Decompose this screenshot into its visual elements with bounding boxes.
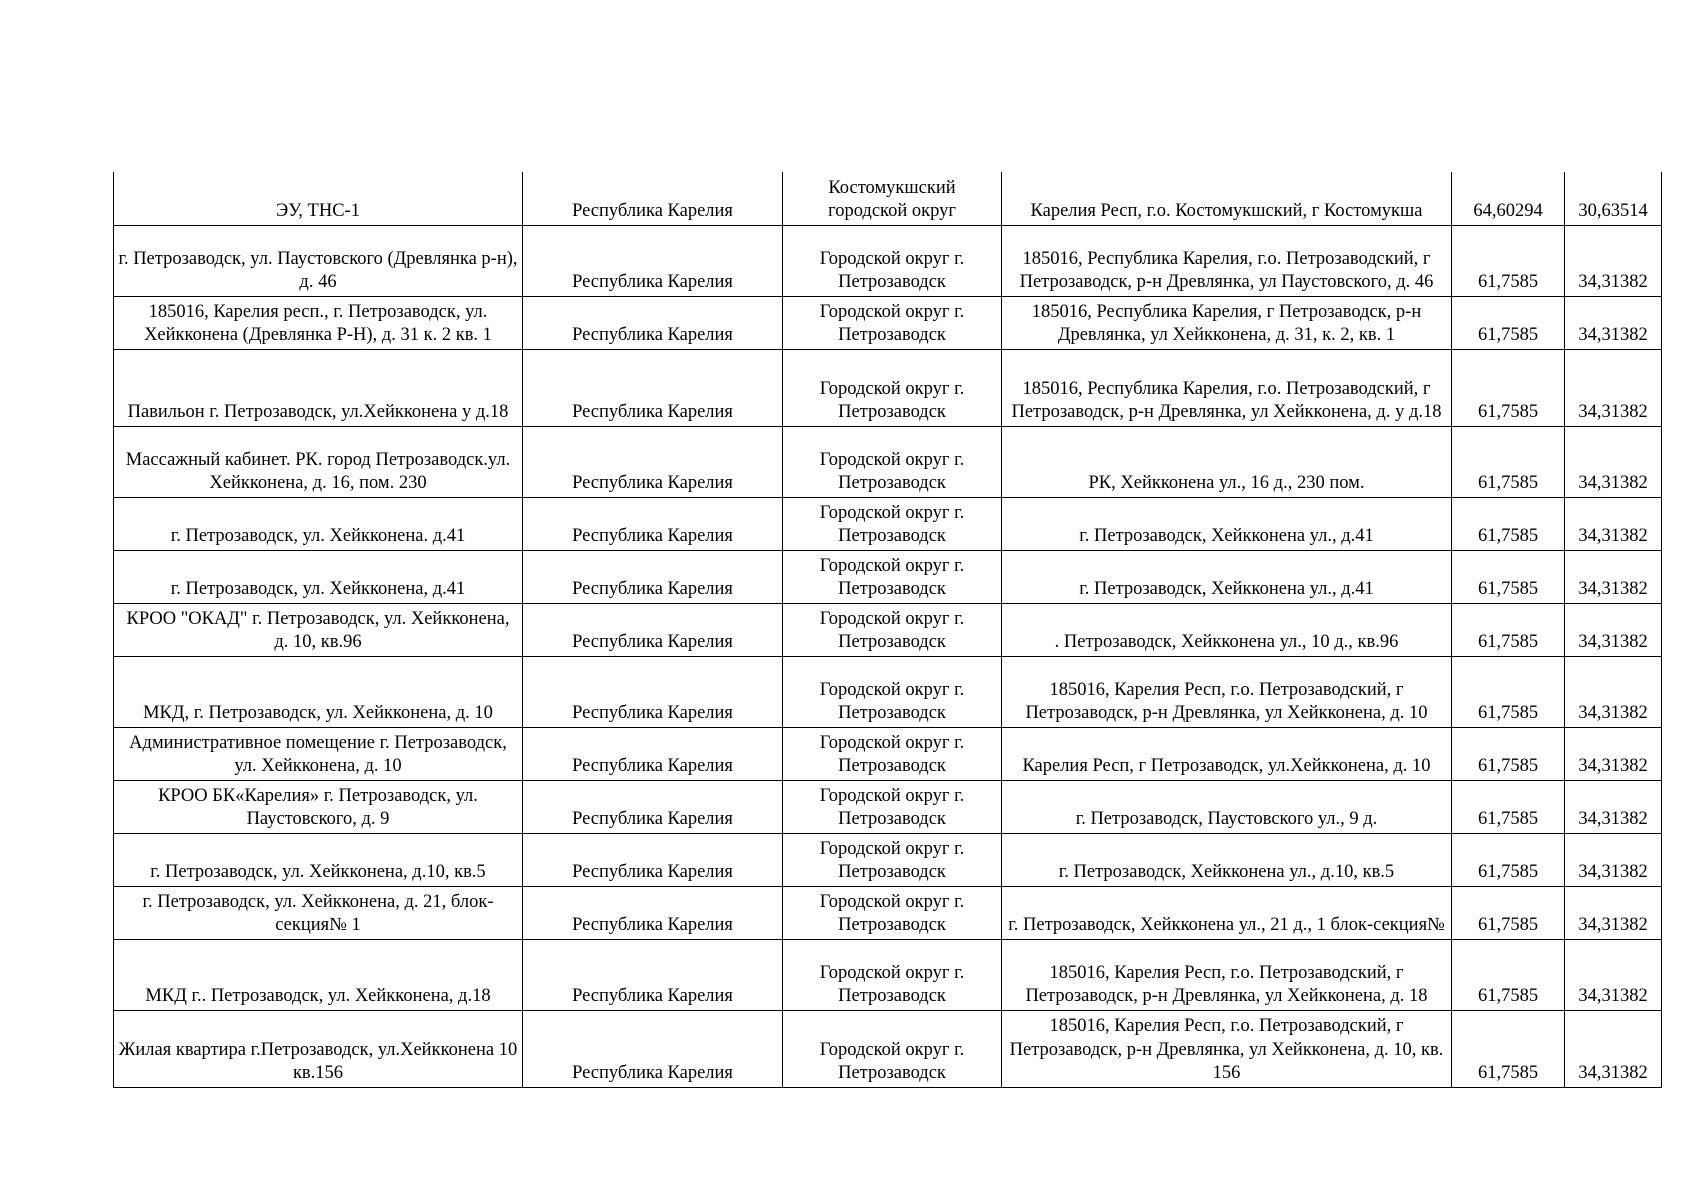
address-cell: г. Петрозаводск, Хейкконена ул., д.41 [1002, 497, 1452, 550]
region-cell: Республика Карелия [523, 833, 783, 886]
table-row [114, 1010, 1662, 1087]
object-name-cell: г. Петрозаводск, ул. Паустовского (Древлянка р-н), д. 46 [114, 225, 523, 296]
address-cell: 185016, Карелия Респ, г.о. Петрозаводский, г Петрозаводск, р-н Древлянка, ул Хейкконена, д. 10 [1002, 656, 1452, 727]
region-cell: Республика Карелия [523, 780, 783, 833]
municipality-cell: Городской округ г. Петрозаводск [783, 1010, 1002, 1087]
table-row [114, 497, 1662, 550]
object-name-cell: МКД, г. Петрозаводск, ул. Хейкконена, д. 10 [114, 656, 523, 727]
municipality-cell: Городской округ г. Петрозаводск [783, 426, 1002, 497]
object-name-cell: ЭУ, ТНС-1 [114, 172, 523, 225]
municipality-cell: Городской округ г. Петрозаводск [783, 349, 1002, 426]
municipality-cell: Городской округ г. Петрозаводск [783, 603, 1002, 656]
object-name-cell: г. Петрозаводск, ул. Хейкконена, д.10, кв.5 [114, 833, 523, 886]
latitude-cell: 61,7585 [1452, 780, 1565, 833]
object-name-cell: МКД г.. Петрозаводск, ул. Хейкконена, д.18 [114, 939, 523, 1010]
object-name-cell: Павильон г. Петрозаводск, ул.Хейкконена у д.18 [114, 349, 523, 426]
longitude-cell: 34,31382 [1565, 939, 1662, 1010]
object-name-cell: г. Петрозаводск, ул. Хейкконена, д.41 [114, 550, 523, 603]
address-cell: г. Петрозаводск, Хейкконена ул., д.41 [1002, 550, 1452, 603]
municipality-cell: Городской округ г. Петрозаводск [783, 550, 1002, 603]
region-cell: Республика Карелия [523, 225, 783, 296]
address-cell: . Петрозаводск, Хейкконена ул., 10 д., кв.96 [1002, 603, 1452, 656]
table-row [114, 939, 1662, 1010]
object-name-cell: г. Петрозаводск, ул. Хейкконена, д. 21, блок-секция№ 1 [114, 886, 523, 939]
address-cell: 185016, Республика Карелия, г Петрозаводск, р-н Древлянка, ул Хейкконена, д. 31, к. 2, кв. 1 [1002, 296, 1452, 349]
region-cell: Республика Карелия [523, 426, 783, 497]
longitude-cell: 34,31382 [1565, 550, 1662, 603]
municipality-cell: Городской округ г. Петрозаводск [783, 939, 1002, 1010]
object-name-cell: 185016, Карелия респ., г. Петрозаводск, ул. Хейкконена (Древлянка Р-Н), д. 31 к. 2 кв. 1 [114, 296, 523, 349]
address-cell: Карелия Респ, г Петрозаводск, ул.Хейкконена, д. 10 [1002, 727, 1452, 780]
region-cell: Республика Карелия [523, 656, 783, 727]
region-cell: Республика Карелия [523, 349, 783, 426]
address-cell: г. Петрозаводск, Хейкконена ул., 21 д., 1 блок-секция№ [1002, 886, 1452, 939]
region-cell: Республика Карелия [523, 939, 783, 1010]
municipality-cell: Костомукшский городской округ [783, 172, 1002, 225]
longitude-cell: 34,31382 [1565, 497, 1662, 550]
latitude-cell: 61,7585 [1452, 426, 1565, 497]
address-cell: РК, Хейкконена ул., 16 д., 230 пом. [1002, 426, 1452, 497]
table-row [114, 349, 1662, 426]
municipality-cell: Городской округ г. Петрозаводск [783, 296, 1002, 349]
longitude-cell: 34,31382 [1565, 727, 1662, 780]
longitude-cell: 34,31382 [1565, 780, 1662, 833]
table-row [114, 603, 1662, 656]
address-cell: г. Петрозаводск, Хейкконена ул., д.10, кв.5 [1002, 833, 1452, 886]
municipality-cell: Городской округ г. Петрозаводск [783, 225, 1002, 296]
table-row [114, 426, 1662, 497]
municipality-cell: Городской округ г. Петрозаводск [783, 780, 1002, 833]
latitude-cell: 61,7585 [1452, 656, 1565, 727]
longitude-cell: 34,31382 [1565, 833, 1662, 886]
object-name-cell: Административное помещение г. Петрозаводск, ул. Хейкконена, д. 10 [114, 727, 523, 780]
latitude-cell: 61,7585 [1452, 296, 1565, 349]
region-cell: Республика Карелия [523, 172, 783, 225]
municipality-cell: Городской округ г. Петрозаводск [783, 886, 1002, 939]
longitude-cell: 34,31382 [1565, 656, 1662, 727]
longitude-cell: 30,63514 [1565, 172, 1662, 225]
region-cell: Республика Карелия [523, 296, 783, 349]
region-cell: Республика Карелия [523, 1010, 783, 1087]
longitude-cell: 34,31382 [1565, 603, 1662, 656]
municipality-cell: Городской округ г. Петрозаводск [783, 727, 1002, 780]
latitude-cell: 64,60294 [1452, 172, 1565, 225]
object-name-cell: г. Петрозаводск, ул. Хейкконена. д.41 [114, 497, 523, 550]
object-name-cell: Массажный кабинет. РК. город Петрозаводск.ул. Хейкконена, д. 16, пом. 230 [114, 426, 523, 497]
region-cell: Республика Карелия [523, 603, 783, 656]
table-row [114, 780, 1662, 833]
longitude-cell: 34,31382 [1565, 426, 1662, 497]
address-cell: г. Петрозаводск, Паустовского ул., 9 д. [1002, 780, 1452, 833]
table-row [114, 656, 1662, 727]
longitude-cell: 34,31382 [1565, 296, 1662, 349]
latitude-cell: 61,7585 [1452, 225, 1565, 296]
longitude-cell: 34,31382 [1565, 225, 1662, 296]
address-registry-table [113, 172, 1662, 1088]
table-row [114, 172, 1662, 225]
region-cell: Республика Карелия [523, 727, 783, 780]
region-cell: Республика Карелия [523, 886, 783, 939]
longitude-cell: 34,31382 [1565, 349, 1662, 426]
latitude-cell: 61,7585 [1452, 550, 1565, 603]
address-cell: 185016, Республика Карелия, г.о. Петрозаводский, г Петрозаводск, р-н Древлянка, ул Паустовского, д. 46 [1002, 225, 1452, 296]
address-cell: 185016, Карелия Респ, г.о. Петрозаводский, г Петрозаводск, р-н Древлянка, ул Хейкконена, д. 18 [1002, 939, 1452, 1010]
latitude-cell: 61,7585 [1452, 349, 1565, 426]
municipality-cell: Городской округ г. Петрозаводск [783, 497, 1002, 550]
municipality-cell: Городской округ г. Петрозаводск [783, 833, 1002, 886]
object-name-cell: КРОО БК«Карелия» г. Петрозаводск, ул. Паустовского, д. 9 [114, 780, 523, 833]
region-cell: Республика Карелия [523, 497, 783, 550]
table-row [114, 296, 1662, 349]
latitude-cell: 61,7585 [1452, 833, 1565, 886]
region-cell: Республика Карелия [523, 550, 783, 603]
address-cell: 185016, Карелия Респ, г.о. Петрозаводский, г Петрозаводск, р-н Древлянка, ул Хейкконена, д. 10, кв. 156 [1002, 1010, 1452, 1087]
table-row [114, 550, 1662, 603]
table-row [114, 225, 1662, 296]
municipality-cell: Городской округ г. Петрозаводск [783, 656, 1002, 727]
registry-table-body [114, 172, 1662, 1087]
object-name-cell: Жилая квартира г.Петрозаводск, ул.Хейкконена 10 кв.156 [114, 1010, 523, 1087]
address-cell: 185016, Республика Карелия, г.о. Петрозаводский, г Петрозаводск, р-н Древлянка, ул Хейкконена, д. у д.18 [1002, 349, 1452, 426]
object-name-cell: КРОО "ОКАД" г. Петрозаводск, ул. Хейкконена, д. 10, кв.96 [114, 603, 523, 656]
longitude-cell: 34,31382 [1565, 886, 1662, 939]
table-row [114, 886, 1662, 939]
longitude-cell: 34,31382 [1565, 1010, 1662, 1087]
latitude-cell: 61,7585 [1452, 939, 1565, 1010]
table-row [114, 833, 1662, 886]
address-cell: Карелия Респ, г.о. Костомукшский, г Костомукша [1002, 172, 1452, 225]
latitude-cell: 61,7585 [1452, 1010, 1565, 1087]
latitude-cell: 61,7585 [1452, 727, 1565, 780]
latitude-cell: 61,7585 [1452, 886, 1565, 939]
table-row [114, 727, 1662, 780]
latitude-cell: 61,7585 [1452, 603, 1565, 656]
latitude-cell: 61,7585 [1452, 497, 1565, 550]
